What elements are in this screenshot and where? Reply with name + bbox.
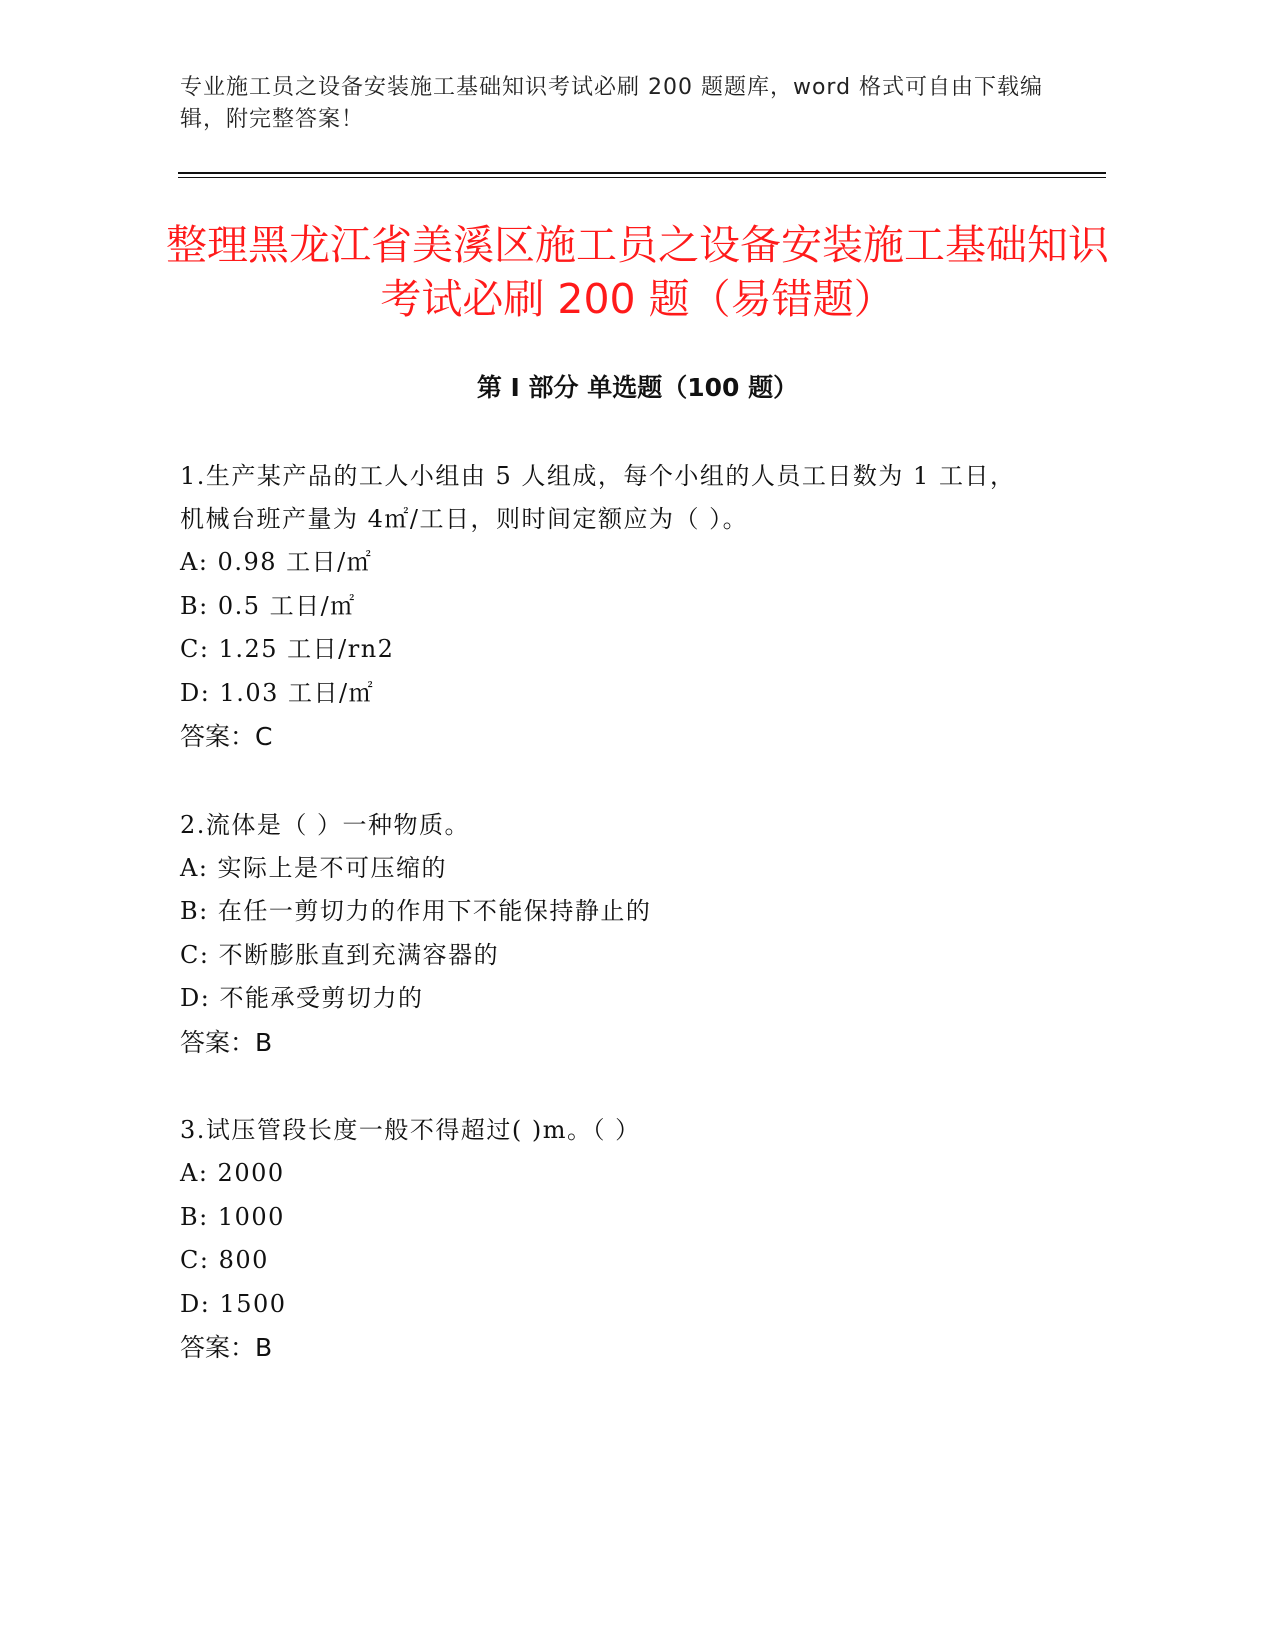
answer-line: 答案：B [180,1027,273,1057]
option-c: C: 1.25 工日/rn2 [180,635,395,663]
header-note: 专业施工员之设备安装施工基础知识考试必刷 200 题题库，word 格式可自由下载编辑，附完整答案！ [180,75,1044,132]
option-b: B: 0.5 工日/㎡ [180,591,356,620]
question-list [180,455,1040,1415]
question-stem: 2.流体是（ ）一种物质。 [180,810,471,839]
question-stem: 1.生产某产品的工人小组由 5 人组成，每个小组的人员工日数为 1 工日，机械台班产量为 4㎡/工日，则时间定额应为（ ）。 [180,462,1016,533]
option-b: B: 在任一剪切力的作用下不能保持静止的 [180,897,652,925]
option-c: C: 800 [180,1246,269,1274]
answer-line: 答案：C [180,722,273,751]
answer-line: 答案：B [180,1333,273,1362]
question-1 [180,455,1040,759]
question-2 [180,804,1040,1065]
question-stem: 3.试压管段长度一般不得超过( )m。（ ） [180,1116,641,1144]
option-a: A: 0.98 工日/㎡ [180,548,373,576]
section-title: 第 I 部分 单选题（100 题） [476,373,799,402]
header-divider-thin [178,177,1106,178]
question-3 [180,1109,1040,1370]
option-d: D: 不能承受剪切力的 [180,984,424,1012]
option-d: D: 1500 [180,1289,287,1318]
option-c: C: 不断膨胀直到充满容器的 [180,940,500,969]
document-title: 整理黑龙江省美溪区施工员之设备安装施工基础知识考试必刷 200 题（易错题） [166,221,1109,323]
option-a: A: 2000 [180,1159,285,1187]
header-divider-thick [178,172,1106,174]
option-b: B: 1000 [180,1202,285,1231]
option-d: D: 1.03 工日/㎡ [180,678,375,707]
option-a: A: 实际上是不可压缩的 [180,853,448,882]
